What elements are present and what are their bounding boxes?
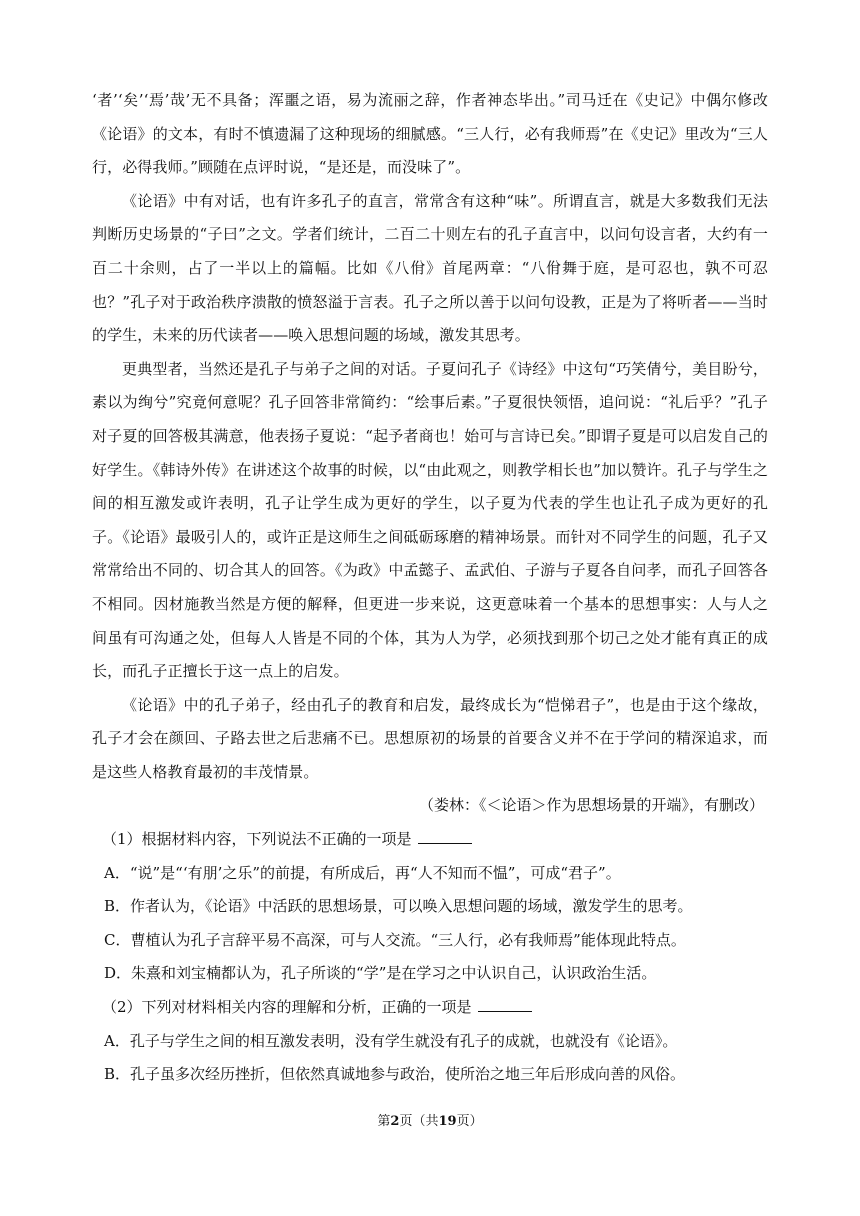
page-footer xyxy=(0,1110,860,1129)
question-2-option-b: B．孔子虽多次经历挫折，但依然真诚地参与政治，使所治之地三年后形成向善的风俗。 xyxy=(104,1065,686,1084)
answer-blank xyxy=(478,996,532,1012)
footer-page-number: 2 xyxy=(390,1114,400,1129)
question-1-option-d: D．朱熹和刘宝楠都认为，孔子所谈的“学”是在学习之中认识自己，认识政治生活。 xyxy=(104,964,657,983)
source-citation: （娄林：《＜论语＞作为思想场景的开端》，有删改） xyxy=(418,796,764,815)
question-1-option-a: A．“说”是“‘有朋’之乐”的前提，有所成后，再“人不知而不愠”，可成“君子”。 xyxy=(104,863,621,882)
question-2-option-a: A．孔子与学生之间的相互激发表明，没有学生就没有孔子的成就，也就没有《论语》。 xyxy=(104,1031,678,1050)
paragraph-1: ‘者’‘矣’‘焉’哉’无不具备；浑噩之语，易为流丽之辞，作者神态毕出。”司马迁在《史记》中偶尔修改《论语》的文本，有时不慎遗漏了这种现场的细腻感。“三人行，必有我师焉”在《史记》里改为“三人行，必得我师。”顾随在点评时说，“是还是，而没味了”。 xyxy=(92,91,768,177)
footer-suffix: 页） xyxy=(456,1114,483,1129)
question-1-stem xyxy=(92,823,768,857)
answer-blank xyxy=(418,828,472,844)
footer-total-pages: 19 xyxy=(438,1114,457,1129)
question-1-text: （1）根据材料内容，下列说法不正确的一项是 xyxy=(102,830,412,849)
footer-prefix: 第 xyxy=(377,1114,391,1129)
paragraph-2: 《论语》中有对话，也有许多孔子的直言，常常含有这种“味”。所谓直言，就是大多数我们无法判断历史场景的“子曰”之文。学者们统计，二百二十则左右的孔子直言中，以问句设言者，大约有一百二十余则，占了一半以上的篇幅。比如《八佾》首尾两章：“八佾舞于庭，是可忍也，孰不可忍也？”孔子对于政治秩序溃散的愤怒溢于言表。孔子之所以善于以问句设教，正是为了将听者——当时的学生，未来的历代读者——唤入思想问题的场域，激发其思考。 xyxy=(92,191,768,345)
question-2-stem xyxy=(92,991,768,1025)
paragraph-4: 《论语》中的孔子弟子，经由孔子的教育和启发，最终成长为“恺悌君子”，也是由于这个缘故，孔子才会在颜回、子路去世之后悲痛不已。思想原初的场景的首要含义并不在于学问的精深追求，而是这些人格教育最初的丰茂情景。 xyxy=(92,695,768,781)
footer-middle: 页（共 xyxy=(399,1114,439,1129)
paragraph-3: 更典型者，当然还是孔子与弟子之间的对话。子夏问孔子《诗经》中这句“巧笑倩兮，美目盼兮，素以为绚兮”究竟何意呢？孔子回答非常简约：“绘事后素。”子夏很快领悟，追问说：“礼后乎？”孔子对子夏的回答极其满意，他表扬子夏说：“起予者商也！始可与言诗已矣。”即谓子夏是可以启发自己的好学生。《韩诗外传》在讲述这个故事的时候，以“由此观之，则教学相长也”加以赞许。孔子与学生之间的相互激发或许表明，孔子让学生成为更好的学生，以子夏为代表的学生也让孔子成为更好的孔子。《论语》最吸引人的，或许正是这师生之间砥砺琢磨的精神场景。而针对不同学生的问题，孔子又常常给出不同的、切合其人的回答。《为政》中孟懿子、孟武伯、子游与子夏各自问孝，而孔子回答各不相同。因材施教当然是方便的解释，但更进一步来说，这更意味着一个基本的思想事实：人与人之间虽有可沟通之处，但每人人皆是不同的个体，其为人为学，必须找到那个切己之处才能有真正的成长，而孔子正擅长于这一点上的启发。 xyxy=(92,359,768,681)
question-1-option-c: C．曹植认为孔子言辞平易不高深，可与人交流。“三人行，必有我师焉”能体现此特点。 xyxy=(104,930,686,949)
question-1-option-b: B．作者认为，《论语》中活跃的思想场景，可以唤入思想问题的场域，激发学生的思考。 xyxy=(104,897,693,916)
question-2-text: （2）下列对材料相关内容的理解和分析，正确的一项是 xyxy=(102,998,472,1017)
